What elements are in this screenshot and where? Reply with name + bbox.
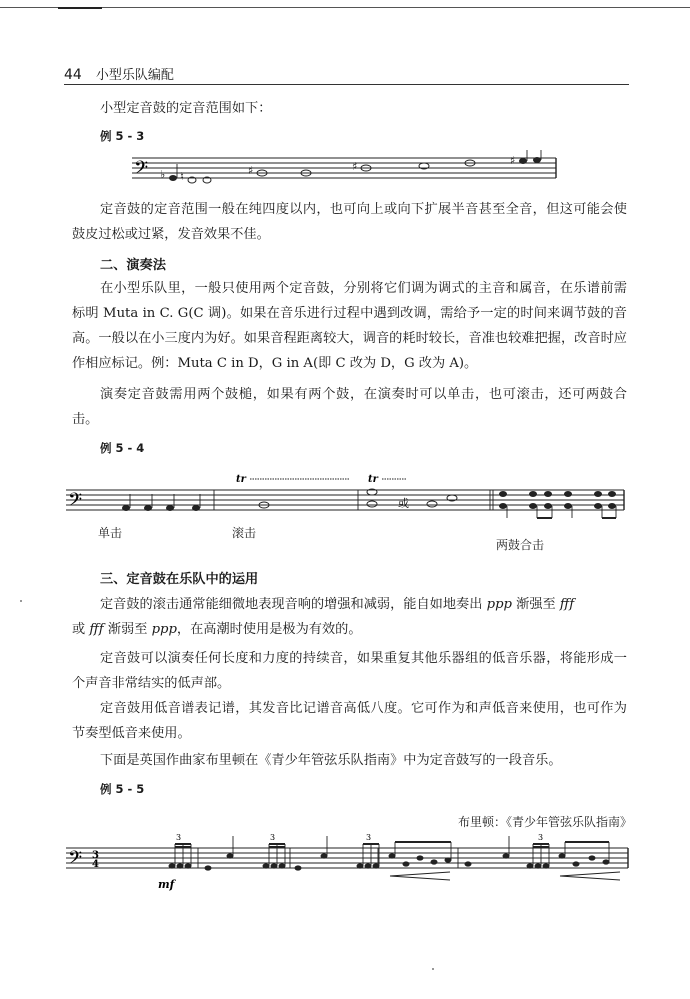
example-5-5-source: 布里顿：《青少年管弦乐队指南》 xyxy=(457,815,632,829)
svg-text:♯: ♯ xyxy=(352,160,358,173)
page-number: 44 xyxy=(64,67,82,83)
bass-clef: 𝄢 xyxy=(68,848,83,873)
svg-text:♮: ♮ xyxy=(180,170,184,183)
label-roll: 滚击 xyxy=(232,526,257,540)
label-single: 单击 xyxy=(98,526,123,540)
trill-mark: tr xyxy=(236,474,246,485)
header-rule xyxy=(64,84,629,85)
dynamic-mf: mf xyxy=(158,878,175,891)
running-title: 小型乐队编配 xyxy=(95,68,174,83)
bass-clef: 𝄢 xyxy=(134,158,149,183)
triplet-mark: 3 xyxy=(270,833,276,842)
or-mark: 或 xyxy=(398,497,409,510)
svg-text:♯: ♯ xyxy=(510,154,516,167)
example-5-4-label: 例 5 - 4 xyxy=(100,441,145,455)
running-header xyxy=(64,64,174,83)
svg-text:4: 4 xyxy=(92,859,99,870)
example-5-3-label: 例 5 - 3 xyxy=(100,129,145,143)
svg-text:♯: ♯ xyxy=(248,164,254,177)
section-3-title: 三、定音鼓在乐队中的运用 xyxy=(100,572,259,587)
example-5-5-staff xyxy=(0,832,690,892)
example-5-3-staff xyxy=(0,150,690,190)
top-border xyxy=(0,0,690,8)
triplet-mark: 3 xyxy=(538,833,544,842)
para-britten: 下面是英国作曲家布里顿在《青少年管弦乐队指南》中为定音鼓写的一段音乐。 xyxy=(100,753,562,768)
bass-clef: 𝄢 xyxy=(68,490,83,515)
label-both: 两鼓合击 xyxy=(496,538,545,552)
example-5-4-staff xyxy=(0,470,690,520)
para-roll: 定音鼓的滚击通常能细微地表现音响的增强和减弱，能自如地奏出 ppp 渐强至 fff 或 fff 渐弱至 ppp，在高潮时使用是极为有效的。 xyxy=(72,597,575,637)
para-mallets: 演奏定音鼓需用两个鼓槌，如果有两个鼓，在演奏时可以单击，也可滚击，还可两鼓合击。 xyxy=(72,387,627,427)
para-clef: 定音鼓用低音谱表记谱，其发音比记谱音高低八度。它可作为和声低音来使用，也可作为节奏型低音来使用。 xyxy=(72,701,627,741)
scan-speck xyxy=(432,968,434,970)
section-2-title: 二、演奏法 xyxy=(100,258,166,273)
svg-text:3: 3 xyxy=(92,850,99,861)
intro-line: 小型定音鼓的定音范围如下： xyxy=(100,101,272,116)
triplet-mark: 3 xyxy=(176,833,182,842)
svg-text:♭: ♭ xyxy=(160,168,166,181)
triplet-mark: 3 xyxy=(366,833,372,842)
para-tuning: 在小型乐队里，一般只使用两个定音鼓，分别将它们调为调式的主音和属音，在乐谱前需标明 Muta in C. G(C 调)。如果在音乐进行过程中遇到改调，需给予一定的时间来调节鼓的音高。一般以在小三度内为好。如果音程距离较大，调音的耗时较长，音准也较难把握，改音时应作相应标记。例：Muta C in D，G in A(即 C 改为 D，G 改为 A)。 xyxy=(72,281,627,371)
example-5-5-label: 例 5 - 5 xyxy=(100,782,145,796)
scan-speck xyxy=(20,600,22,602)
para-range: 定音鼓的定音范围一般在纯四度以内，也可向上或向下扩展半音甚至全音，但这可能会使鼓皮过松或过紧，发音效果不佳。 xyxy=(72,202,627,242)
para-sustain: 定音鼓可以演奏任何长度和力度的持续音，如果重复其他乐器组的低音乐器，将能形成一个声音非常结实的低声部。 xyxy=(72,651,627,691)
trill-mark-2: tr xyxy=(368,474,378,485)
